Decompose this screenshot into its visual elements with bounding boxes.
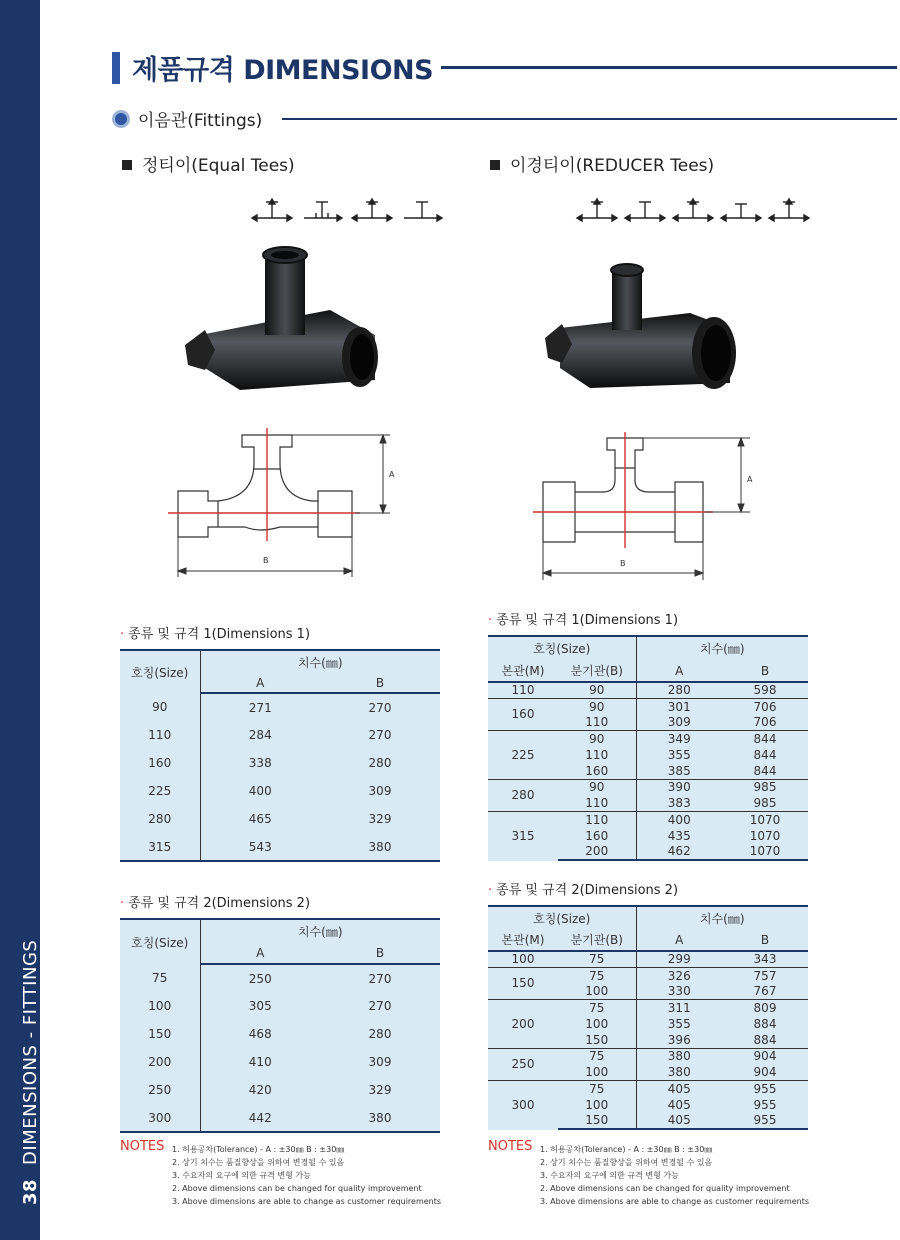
- header-dimension: 치수(㎜): [636, 636, 808, 660]
- header-b: B: [320, 943, 440, 964]
- cell-b: 309: [368, 1055, 392, 1069]
- cell-branch: 90: [558, 731, 636, 747]
- tee-symbol-icon: [769, 199, 809, 221]
- header-a: A: [200, 943, 320, 964]
- page-title: 제품규격 DIMENSIONS: [132, 55, 434, 86]
- cell-branch: 75: [558, 1048, 636, 1064]
- equal-dims1-title-text: 종류 및 규격 1(Dimensions 1): [128, 627, 311, 642]
- tee-symbol-icon: [673, 199, 713, 221]
- notes-lines: [540, 1143, 828, 1208]
- table-row: [488, 967, 808, 983]
- table-row: [120, 1020, 440, 1048]
- cell-a: 280: [667, 683, 691, 698]
- cell-b: 280: [368, 756, 392, 770]
- table-row: [120, 777, 440, 805]
- cell-b: 380: [320, 833, 440, 861]
- equal-tees-title-text: 정티이(Equal Tees): [142, 156, 295, 176]
- subheader-label: 이음관(Fittings): [138, 111, 263, 131]
- table-row: [120, 749, 440, 777]
- reducer-tee-drawing: [525, 430, 775, 590]
- cell-a: 330: [667, 984, 691, 999]
- label-b: B: [620, 559, 626, 568]
- header-size: 호칭(Size): [120, 919, 200, 964]
- cell-b: 985: [722, 779, 808, 795]
- cell-a: 400: [636, 812, 722, 828]
- cell-a: 299: [667, 952, 691, 967]
- note-line: 3. 수요자의 요구에 의한 규격 변형 가능: [540, 1171, 679, 1180]
- cell-b: 1070: [722, 812, 808, 828]
- equal-notes: [120, 1139, 460, 1208]
- tee-symbol-icon: [252, 199, 292, 221]
- reducer-dims2-table: [488, 905, 808, 1130]
- cell-branch: 110: [558, 747, 636, 763]
- reducer-tees-title: [490, 151, 714, 176]
- table-row: [120, 964, 440, 992]
- tee-symbol-icon: [304, 202, 342, 221]
- cell-a: 405: [636, 1081, 722, 1097]
- note-line: 2. 상기 치수는 품질향상을 위하여 변경될 수 있음: [172, 1158, 345, 1167]
- reducer-tee-symbols: [575, 196, 815, 226]
- label-a: A: [389, 470, 395, 479]
- equal-dims2-body: [120, 964, 440, 1132]
- header-dimension: 치수(㎜): [200, 650, 440, 674]
- cell-size: 90: [120, 693, 200, 721]
- cell-a: 311: [636, 1000, 722, 1016]
- reducer-dims2-title: [488, 879, 678, 898]
- equal-dims2-title: [120, 892, 310, 911]
- cell-a: 271: [248, 700, 272, 715]
- header-branch: 분기관(B): [558, 660, 636, 682]
- cell-size: 75: [120, 964, 200, 992]
- cell-size: 315: [120, 833, 200, 861]
- cell-size: 110: [120, 721, 200, 749]
- cell-b: 706: [722, 698, 808, 714]
- cell-b: 1070: [749, 828, 781, 843]
- cell-b: 844: [753, 747, 777, 762]
- cell-a: 385: [667, 763, 691, 778]
- header-bar: [112, 52, 120, 84]
- cell-b: 270: [368, 728, 392, 742]
- cell-b: 329: [368, 1083, 392, 1097]
- tee-symbol-icon: [721, 204, 761, 221]
- table-row: [488, 1081, 808, 1097]
- table-row: [120, 1076, 440, 1104]
- cell-branch: 75: [558, 1000, 636, 1016]
- cell-branch: 100: [558, 1097, 636, 1113]
- sidebar-label: [20, 940, 41, 1205]
- note-line: 2. 상기 치수는 품질향상을 위하여 변경될 수 있음: [540, 1158, 713, 1167]
- header-size: 호칭(Size): [488, 906, 636, 929]
- cell-branch: 110: [558, 795, 636, 811]
- cell-b: 884: [753, 1016, 777, 1031]
- table-row: [120, 1048, 440, 1076]
- cell-a: 468: [248, 1027, 272, 1041]
- page-number: 38: [20, 1178, 41, 1205]
- cell-a: 380: [667, 1065, 691, 1080]
- cell-a: 420: [248, 1083, 272, 1097]
- cell-branch: 100: [558, 1016, 636, 1032]
- cell-b: 767: [753, 984, 777, 999]
- reducer-dims2-title-text: 종류 및 규격 2(Dimensions 2): [496, 883, 679, 898]
- cell-b: 280: [368, 1027, 392, 1041]
- subheader-rule: [282, 118, 897, 120]
- cell-size: 250: [120, 1076, 200, 1104]
- cell-b: 1070: [722, 844, 808, 860]
- table-row: [488, 812, 808, 828]
- bullet-dot-icon: ·: [488, 883, 493, 898]
- cell-size: 300: [120, 1104, 200, 1132]
- cell-size: 200: [120, 1048, 200, 1076]
- note-line: 3. Above dimensions are able to change as customer requirements: [172, 1197, 442, 1206]
- cell-main: 250: [488, 1048, 558, 1080]
- header-a: A: [200, 674, 320, 693]
- label-a: A: [747, 475, 753, 484]
- cell-a: 380: [636, 1048, 722, 1064]
- cell-branch: 75: [558, 967, 636, 983]
- cell-main: 100: [511, 952, 535, 967]
- table-row: [488, 1048, 808, 1064]
- cell-a: 326: [636, 967, 722, 983]
- cell-b: 904: [753, 1065, 777, 1080]
- subheader: [112, 106, 897, 131]
- square-bullet-icon: [490, 160, 500, 170]
- cell-a: 355: [667, 1016, 691, 1031]
- table-row: [120, 805, 440, 833]
- note-line: 1. 허용공차(Tolerance) - A : ±30㎜ B : ±30㎜: [540, 1145, 713, 1154]
- cell-branch: 90: [558, 698, 636, 714]
- note-line: 3. 수요자의 요구에 의한 규격 변형 가능: [172, 1171, 311, 1180]
- reducer-dims2-body: [488, 951, 808, 1129]
- header-rule: [441, 66, 897, 69]
- cell-branch: 75: [558, 951, 636, 967]
- cell-b: 270: [368, 700, 392, 715]
- notes-label: NOTES: [488, 1139, 533, 1154]
- tee-symbol-icon: [404, 202, 442, 221]
- reducer-tees-title-text: 이경티이(REDUCER Tees): [510, 156, 715, 176]
- label-b: B: [263, 556, 269, 565]
- cell-size: 160: [120, 749, 200, 777]
- cell-main: 200: [488, 1000, 558, 1049]
- cell-b: 757: [722, 967, 808, 983]
- notes-lines: [172, 1143, 460, 1208]
- equal-dims2-table: [120, 918, 440, 1133]
- cell-branch: 90: [558, 779, 636, 795]
- cell-a: 400: [248, 784, 272, 798]
- cell-main: 150: [488, 967, 558, 999]
- cell-branch: 150: [558, 1113, 636, 1129]
- cell-a: 250: [248, 971, 272, 986]
- cell-main: 110: [511, 683, 535, 698]
- cell-branch: 150: [558, 1032, 636, 1048]
- header-dimension: 치수(㎜): [200, 919, 440, 943]
- reducer-dims1-table: [488, 635, 808, 861]
- note-line: 2. Above dimensions can be changed for quality improvement: [172, 1184, 422, 1193]
- cell-main: 315: [488, 812, 558, 861]
- cell-a: 462: [636, 844, 722, 860]
- table-row: [120, 992, 440, 1020]
- cell-b: 844: [722, 731, 808, 747]
- header-main: 본관(M): [488, 929, 558, 951]
- cell-b: 329: [368, 812, 392, 826]
- header-size: 호칭(Size): [120, 650, 200, 693]
- tee-symbol-icon: [625, 202, 665, 221]
- cell-a: 383: [667, 796, 691, 811]
- bullet-dot-icon: ·: [488, 613, 493, 628]
- cell-a: 305: [248, 999, 272, 1013]
- cell-b: 380: [320, 1104, 440, 1132]
- reducer-tee-photo: [540, 258, 740, 398]
- bullet-circle-icon: [112, 110, 130, 128]
- cell-branch: 90: [558, 682, 636, 698]
- cell-a: 396: [667, 1032, 691, 1047]
- cell-branch: 110: [558, 714, 636, 730]
- table-row: [120, 833, 440, 861]
- reducer-notes: [488, 1139, 828, 1208]
- cell-a: 284: [248, 728, 272, 742]
- cell-b: 706: [753, 715, 777, 730]
- table-row: [120, 1104, 440, 1132]
- note-line: 1. 허용공차(Tolerance) - A : ±30㎜ B : ±30㎜: [172, 1145, 345, 1154]
- tee-symbol-icon: [352, 199, 392, 221]
- section-name: DIMENSIONS - FITTINGS: [20, 939, 41, 1165]
- tee-symbol-icon: [577, 199, 617, 221]
- cell-size: 150: [120, 1020, 200, 1048]
- table-row: [488, 698, 808, 714]
- bullet-dot-icon: ·: [120, 896, 125, 911]
- header-a: A: [636, 929, 722, 951]
- header-b: B: [320, 674, 440, 693]
- cell-a: 355: [667, 747, 691, 762]
- table-row: [488, 682, 808, 698]
- cell-a: 309: [667, 715, 691, 730]
- cell-b: 955: [722, 1081, 808, 1097]
- reducer-dims1-title: [488, 609, 678, 628]
- note-line: 3. Above dimensions are able to change as customer requirements: [540, 1197, 810, 1206]
- table-row: [488, 779, 808, 795]
- cell-b: 955: [753, 1097, 777, 1112]
- cell-main: 300: [488, 1081, 558, 1130]
- cell-a: 543: [200, 833, 320, 861]
- equal-dims2-title-text: 종류 및 규격 2(Dimensions 2): [128, 896, 311, 911]
- cell-b: 270: [368, 999, 392, 1013]
- table-row: [120, 693, 440, 721]
- cell-branch: 110: [558, 812, 636, 828]
- equal-tee-symbols: [250, 196, 445, 226]
- table-row: [488, 731, 808, 747]
- cell-a: 349: [636, 731, 722, 747]
- cell-a: 435: [667, 828, 691, 843]
- equal-tee-drawing: [160, 425, 410, 585]
- header-b: B: [722, 929, 808, 951]
- cell-a: 301: [636, 698, 722, 714]
- equal-tee-photo: [180, 240, 390, 400]
- reducer-dims1-body: [488, 682, 808, 860]
- cell-main: 160: [488, 698, 558, 730]
- equal-dims1-body: [120, 693, 440, 861]
- cell-b: 955: [722, 1113, 808, 1129]
- cell-main: 280: [488, 779, 558, 811]
- equal-tees-title: [122, 151, 295, 176]
- equal-dims1-title: [120, 623, 310, 642]
- cell-b: 985: [753, 796, 777, 811]
- cell-branch: 100: [558, 983, 636, 999]
- table-row: [120, 721, 440, 749]
- cell-a: 405: [636, 1113, 722, 1129]
- cell-b: 809: [722, 1000, 808, 1016]
- header-b: B: [722, 660, 808, 682]
- bullet-dot-icon: ·: [120, 627, 125, 642]
- equal-dims1-table: [120, 649, 440, 862]
- cell-size: 280: [120, 805, 200, 833]
- cell-branch: 160: [558, 828, 636, 844]
- cell-branch: 100: [558, 1064, 636, 1080]
- cell-a: 465: [248, 812, 272, 826]
- cell-branch: 200: [558, 844, 636, 860]
- cell-b: 884: [753, 1032, 777, 1047]
- cell-b: 309: [368, 784, 392, 798]
- table-row: [488, 951, 808, 967]
- cell-a: 338: [248, 756, 272, 770]
- reducer-dims1-title-text: 종류 및 규격 1(Dimensions 1): [496, 613, 679, 628]
- cell-branch: 75: [558, 1081, 636, 1097]
- cell-a: 442: [200, 1104, 320, 1132]
- cell-main: 225: [488, 731, 558, 780]
- note-line: 2. Above dimensions can be changed for quality improvement: [540, 1184, 790, 1193]
- header-size: 호칭(Size): [488, 636, 636, 660]
- cell-a: 405: [667, 1097, 691, 1112]
- cell-a: 410: [248, 1055, 272, 1069]
- cell-size: 225: [120, 777, 200, 805]
- header-main: 본관(M): [488, 660, 558, 682]
- cell-b: 270: [368, 971, 392, 986]
- table-row: [488, 1000, 808, 1016]
- cell-b: 343: [753, 952, 777, 967]
- square-bullet-icon: [122, 160, 132, 170]
- page-header: [112, 48, 897, 87]
- cell-size: 100: [120, 992, 200, 1020]
- header-branch: 분기관(B): [558, 929, 636, 951]
- header-dimension: 치수(㎜): [636, 906, 808, 929]
- cell-b: 904: [722, 1048, 808, 1064]
- cell-branch: 160: [558, 763, 636, 779]
- header-a: A: [636, 660, 722, 682]
- cell-a: 390: [636, 779, 722, 795]
- notes-label: NOTES: [120, 1139, 165, 1154]
- cell-b: 598: [753, 683, 777, 698]
- cell-b: 844: [753, 763, 777, 778]
